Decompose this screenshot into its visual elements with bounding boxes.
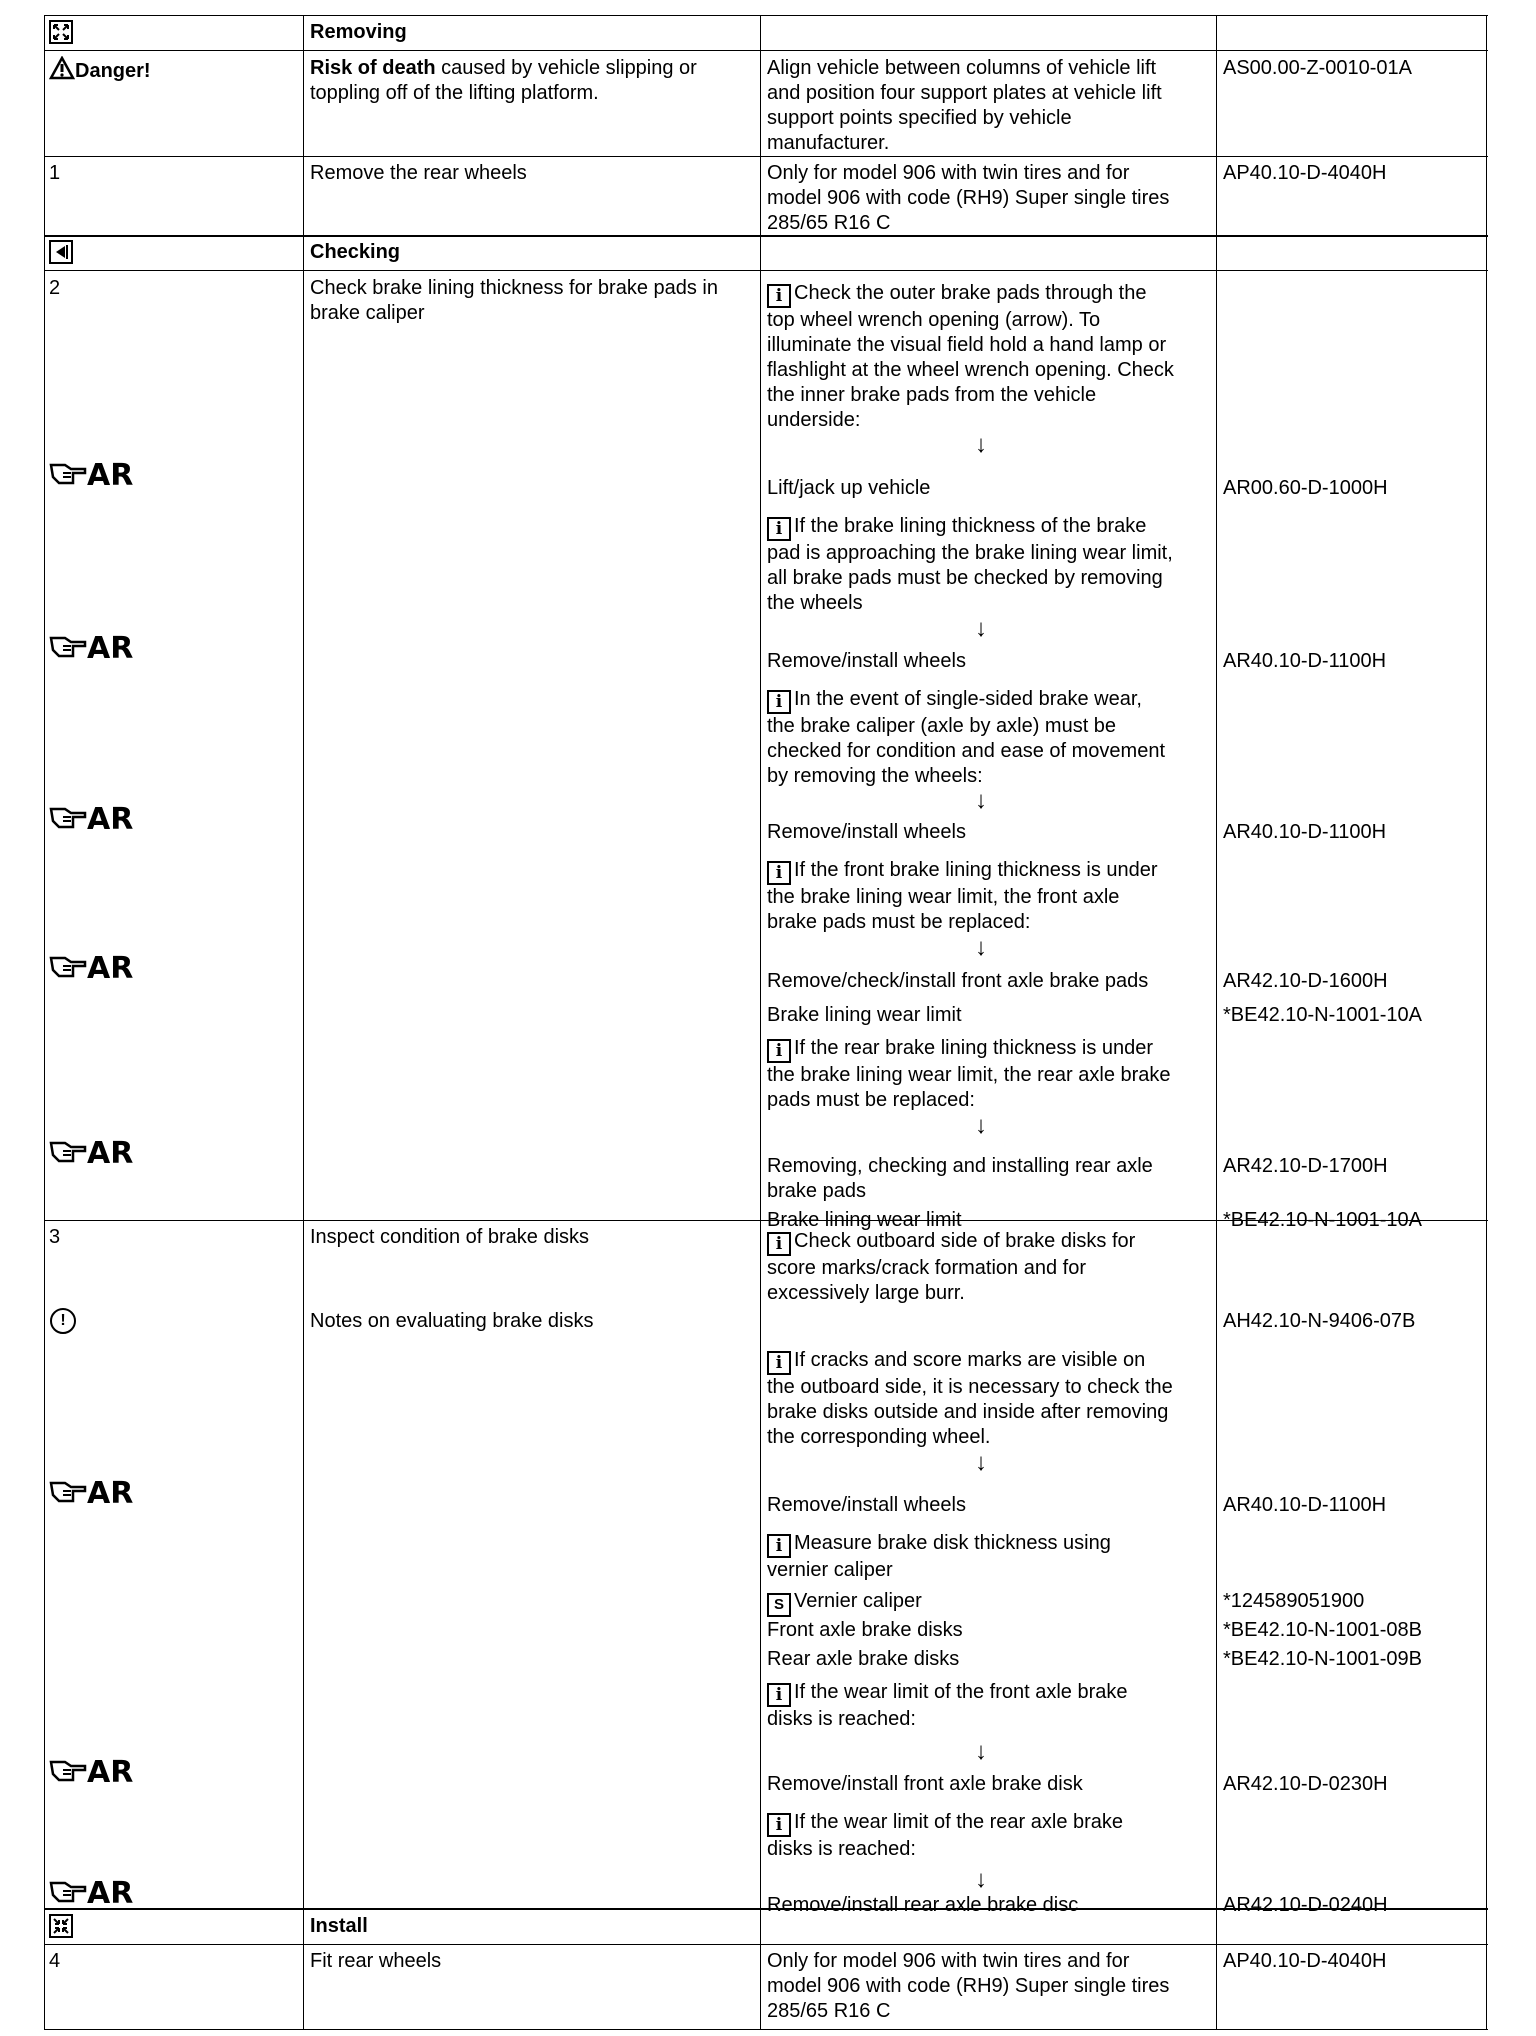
text-line: 285/65 R16 C [767, 212, 891, 234]
step-ref[interactable]: AP40.10-D-4040H [1223, 162, 1387, 184]
down-arrow-icon: ↓ [975, 431, 987, 458]
step-task [310, 276, 718, 326]
step-note [767, 161, 1169, 236]
ar-label: AR [87, 1876, 134, 1911]
danger-risk [310, 56, 697, 106]
text-line: In the event of single-sided brake wear, [794, 688, 1142, 710]
danger-risk-rest: caused by vehicle slipping or [435, 57, 697, 79]
info-note [767, 1810, 1123, 1862]
text-line: the wheels [767, 592, 863, 614]
info-icon: i [767, 517, 791, 541]
ar-label: AR [87, 951, 134, 986]
table-border-bottom [44, 2029, 1488, 2030]
info-note [767, 1531, 1111, 1583]
step-ref[interactable]: AP40.10-D-4040H [1223, 1950, 1387, 1972]
info-icon: i [767, 1351, 791, 1375]
notes-ref[interactable]: AH42.10-N-9406-07B [1223, 1310, 1416, 1332]
text-line: pad is approaching the brake lining wear limit, [767, 542, 1173, 564]
danger-risk-line2: toppling off of the lifting platform. [310, 82, 599, 104]
row-divider [44, 235, 1488, 237]
operation-ref[interactable]: AR40.10-D-1100H [1223, 1494, 1387, 1516]
spec-ref[interactable]: *BE42.10-N-1001-10A [1223, 1004, 1423, 1026]
ar-hand-icon [49, 1136, 134, 1171]
info-note [767, 1348, 1173, 1450]
spec-text: Brake lining wear limit [767, 1209, 962, 1231]
info-note [767, 1680, 1128, 1732]
text-line: brake pads [767, 1180, 866, 1202]
removing-section-icon [49, 20, 73, 44]
ar-label: AR [87, 631, 134, 666]
text-line: If the rear brake lining thickness is under [794, 1037, 1154, 1059]
operation-ref[interactable]: AR42.10-D-0230H [1223, 1773, 1388, 1795]
section-title-removing: Removing [310, 21, 407, 43]
section-title-install: Install [310, 1915, 368, 1937]
ar-hand-icon [49, 1876, 134, 1911]
text-line: and position four support plates at vehicle lift [767, 82, 1162, 104]
step-number: 4 [49, 1950, 61, 1972]
text-line: If the brake lining thickness of the brake [794, 515, 1147, 537]
info-note [767, 1229, 1135, 1306]
ar-hand-icon [49, 1476, 134, 1511]
operation-ref[interactable]: AR42.10-D-1700H [1223, 1155, 1388, 1177]
down-arrow-icon: ↓ [975, 1738, 987, 1765]
ar-label: AR [87, 802, 134, 837]
tool-line [767, 1589, 922, 1617]
step-number: 3 [49, 1226, 61, 1248]
text-line: 285/65 R16 C [767, 2000, 891, 2022]
info-note [767, 514, 1173, 616]
step-number: 1 [49, 162, 61, 184]
operation-text: Lift/jack up vehicle [767, 477, 931, 499]
spec-ref[interactable]: *BE42.10-N-1001-08B [1223, 1619, 1423, 1641]
down-arrow-icon: ↓ [975, 1449, 987, 1476]
info-icon: i [767, 1232, 791, 1256]
col-divider [44, 15, 45, 2030]
ar-hand-icon [49, 802, 134, 837]
down-arrow-icon: ↓ [975, 1112, 987, 1139]
row-divider [44, 1944, 1488, 1945]
col-divider [1486, 15, 1487, 2030]
text-line: brake pads must be replaced: [767, 911, 1031, 933]
text-line: Check the outer brake pads through the [794, 282, 1147, 304]
down-arrow-icon: ↓ [975, 615, 987, 642]
text-line: If the wear limit of the front axle brake [794, 1681, 1128, 1703]
text-line: Removing, checking and installing rear axle [767, 1155, 1153, 1177]
info-icon: i [767, 1683, 791, 1707]
notes-icon: ! [50, 1308, 76, 1334]
operation-ref[interactable]: AR40.10-D-1100H [1223, 650, 1387, 672]
col-divider [1216, 15, 1217, 2030]
text-line: Only for model 906 with twin tires and for [767, 1950, 1130, 1972]
tool-ref[interactable]: *124589051900 [1223, 1590, 1365, 1612]
ar-hand-icon [49, 631, 134, 666]
spec-text: Front axle brake disks [767, 1619, 963, 1641]
step-note [767, 1949, 1169, 2024]
info-icon: i [767, 1534, 791, 1558]
danger-ref[interactable]: AS00.00-Z-0010-01A [1223, 57, 1413, 79]
text-line: the brake caliper (axle by axle) must be [767, 715, 1117, 737]
operation-text: Remove/install rear axle brake disc [767, 1894, 1079, 1916]
checking-section-icon [49, 240, 73, 264]
text-line: the outboard side, it is necessary to check the [767, 1376, 1173, 1398]
ar-label: AR [87, 1476, 134, 1511]
text-line: If the front brake lining thickness is under [794, 859, 1158, 881]
procedure-table [44, 15, 1488, 2031]
text-line: brake caliper [310, 302, 425, 324]
ar-hand-icon [49, 1755, 134, 1790]
text-line: score marks/crack formation and for [767, 1257, 1086, 1279]
operation-text: Remove/install wheels [767, 821, 966, 843]
operation-text [767, 1154, 1153, 1204]
danger-instruction [767, 56, 1162, 156]
text-line: vernier caliper [767, 1559, 893, 1581]
operation-ref[interactable]: AR00.60-D-1000H [1223, 477, 1388, 499]
info-note [767, 858, 1158, 935]
text-line: brake disks outside and inside after removing [767, 1401, 1169, 1423]
tool-name: Vernier caliper [794, 1590, 922, 1612]
text-line: If the wear limit of the rear axle brake [794, 1811, 1124, 1833]
info-icon: i [767, 690, 791, 714]
info-note [767, 687, 1165, 789]
ar-label: AR [87, 1755, 134, 1790]
text-line: the brake lining wear limit, the front axle [767, 886, 1120, 908]
notes-task: Notes on evaluating brake disks [310, 1310, 594, 1332]
section-title-checking: Checking [310, 241, 401, 263]
operation-ref[interactable]: AR42.10-D-0240H [1223, 1894, 1388, 1916]
text-line: by removing the wheels: [767, 765, 983, 787]
text-line: support points specified by vehicle [767, 107, 1072, 129]
table-border-top [44, 15, 1488, 16]
operation-ref[interactable]: AR40.10-D-1100H [1223, 821, 1387, 843]
down-arrow-icon: ↓ [975, 787, 987, 814]
text-line: model 906 with code (RH9) Super single tires [767, 1975, 1170, 1997]
text-line: pads must be replaced: [767, 1089, 975, 1111]
text-line: Only for model 906 with twin tires and for [767, 162, 1130, 184]
info-icon: i [767, 284, 791, 308]
operation-ref[interactable]: AR42.10-D-1600H [1223, 970, 1388, 992]
row-divider [44, 270, 1488, 271]
text-line: underside: [767, 409, 861, 431]
ar-hand-icon [49, 458, 134, 493]
info-icon: i [767, 1039, 791, 1063]
install-section-icon [49, 1914, 73, 1938]
spec-ref[interactable]: *BE42.10-N-1001-10A [1223, 1209, 1423, 1231]
text-line: Check brake lining thickness for brake pads in [310, 277, 718, 299]
danger-text: Danger! [75, 60, 151, 82]
row-divider [44, 50, 1488, 51]
text-line: the corresponding wheel. [767, 1426, 991, 1448]
text-line: checked for condition and ease of movement [767, 740, 1166, 762]
special-tool-icon: S [767, 1593, 791, 1617]
text-line: manufacturer. [767, 132, 890, 154]
col-divider [303, 15, 304, 2030]
ar-label: AR [87, 458, 134, 493]
operation-text: Remove/check/install front axle brake pads [767, 970, 1149, 992]
ar-label: AR [87, 1136, 134, 1171]
down-arrow-icon: ↓ [975, 934, 987, 961]
step-task: Remove the rear wheels [310, 162, 527, 184]
operation-text: Remove/install wheels [767, 1494, 966, 1516]
text-line: top wheel wrench opening (arrow). To [767, 309, 1101, 331]
text-line: model 906 with code (RH9) Super single tires [767, 187, 1170, 209]
info-note [767, 281, 1174, 433]
text-line: illuminate the visual field hold a hand lamp or [767, 334, 1167, 356]
info-icon: i [767, 1813, 791, 1837]
text-line: all brake pads must be checked by removing [767, 567, 1163, 589]
spec-ref[interactable]: *BE42.10-N-1001-09B [1223, 1648, 1423, 1670]
info-icon: i [767, 861, 791, 885]
step-number: 2 [49, 277, 61, 299]
row-divider [44, 156, 1488, 157]
step-task: Inspect condition of brake disks [310, 1226, 590, 1248]
text-line: Align vehicle between columns of vehicle lift [767, 57, 1157, 79]
text-line: flashlight at the wheel wrench opening. Check [767, 359, 1174, 381]
text-line: excessively large burr. [767, 1282, 965, 1304]
down-arrow-icon: ↓ [975, 1866, 987, 1893]
text-line: the brake lining wear limit, the rear axle brake [767, 1064, 1171, 1086]
col-divider [760, 15, 761, 2030]
operation-text: Remove/install front axle brake disk [767, 1773, 1083, 1795]
text-line: If cracks and score marks are visible on [794, 1349, 1146, 1371]
text-line: disks is reached: [767, 1838, 916, 1860]
ar-hand-icon [49, 951, 134, 986]
danger-label [49, 56, 151, 84]
text-line: the inner brake pads from the vehicle [767, 384, 1097, 406]
danger-risk-bold: Risk of death [310, 57, 436, 79]
text-line: Measure brake disk thickness using [794, 1532, 1111, 1554]
info-note [767, 1036, 1171, 1113]
operation-text: Remove/install wheels [767, 650, 966, 672]
warning-icon [49, 56, 75, 80]
step-task: Fit rear wheels [310, 1950, 442, 1972]
spec-text: Brake lining wear limit [767, 1004, 962, 1026]
text-line: Check outboard side of brake disks for [794, 1230, 1136, 1252]
spec-text: Rear axle brake disks [767, 1648, 960, 1670]
text-line: disks is reached: [767, 1708, 916, 1730]
